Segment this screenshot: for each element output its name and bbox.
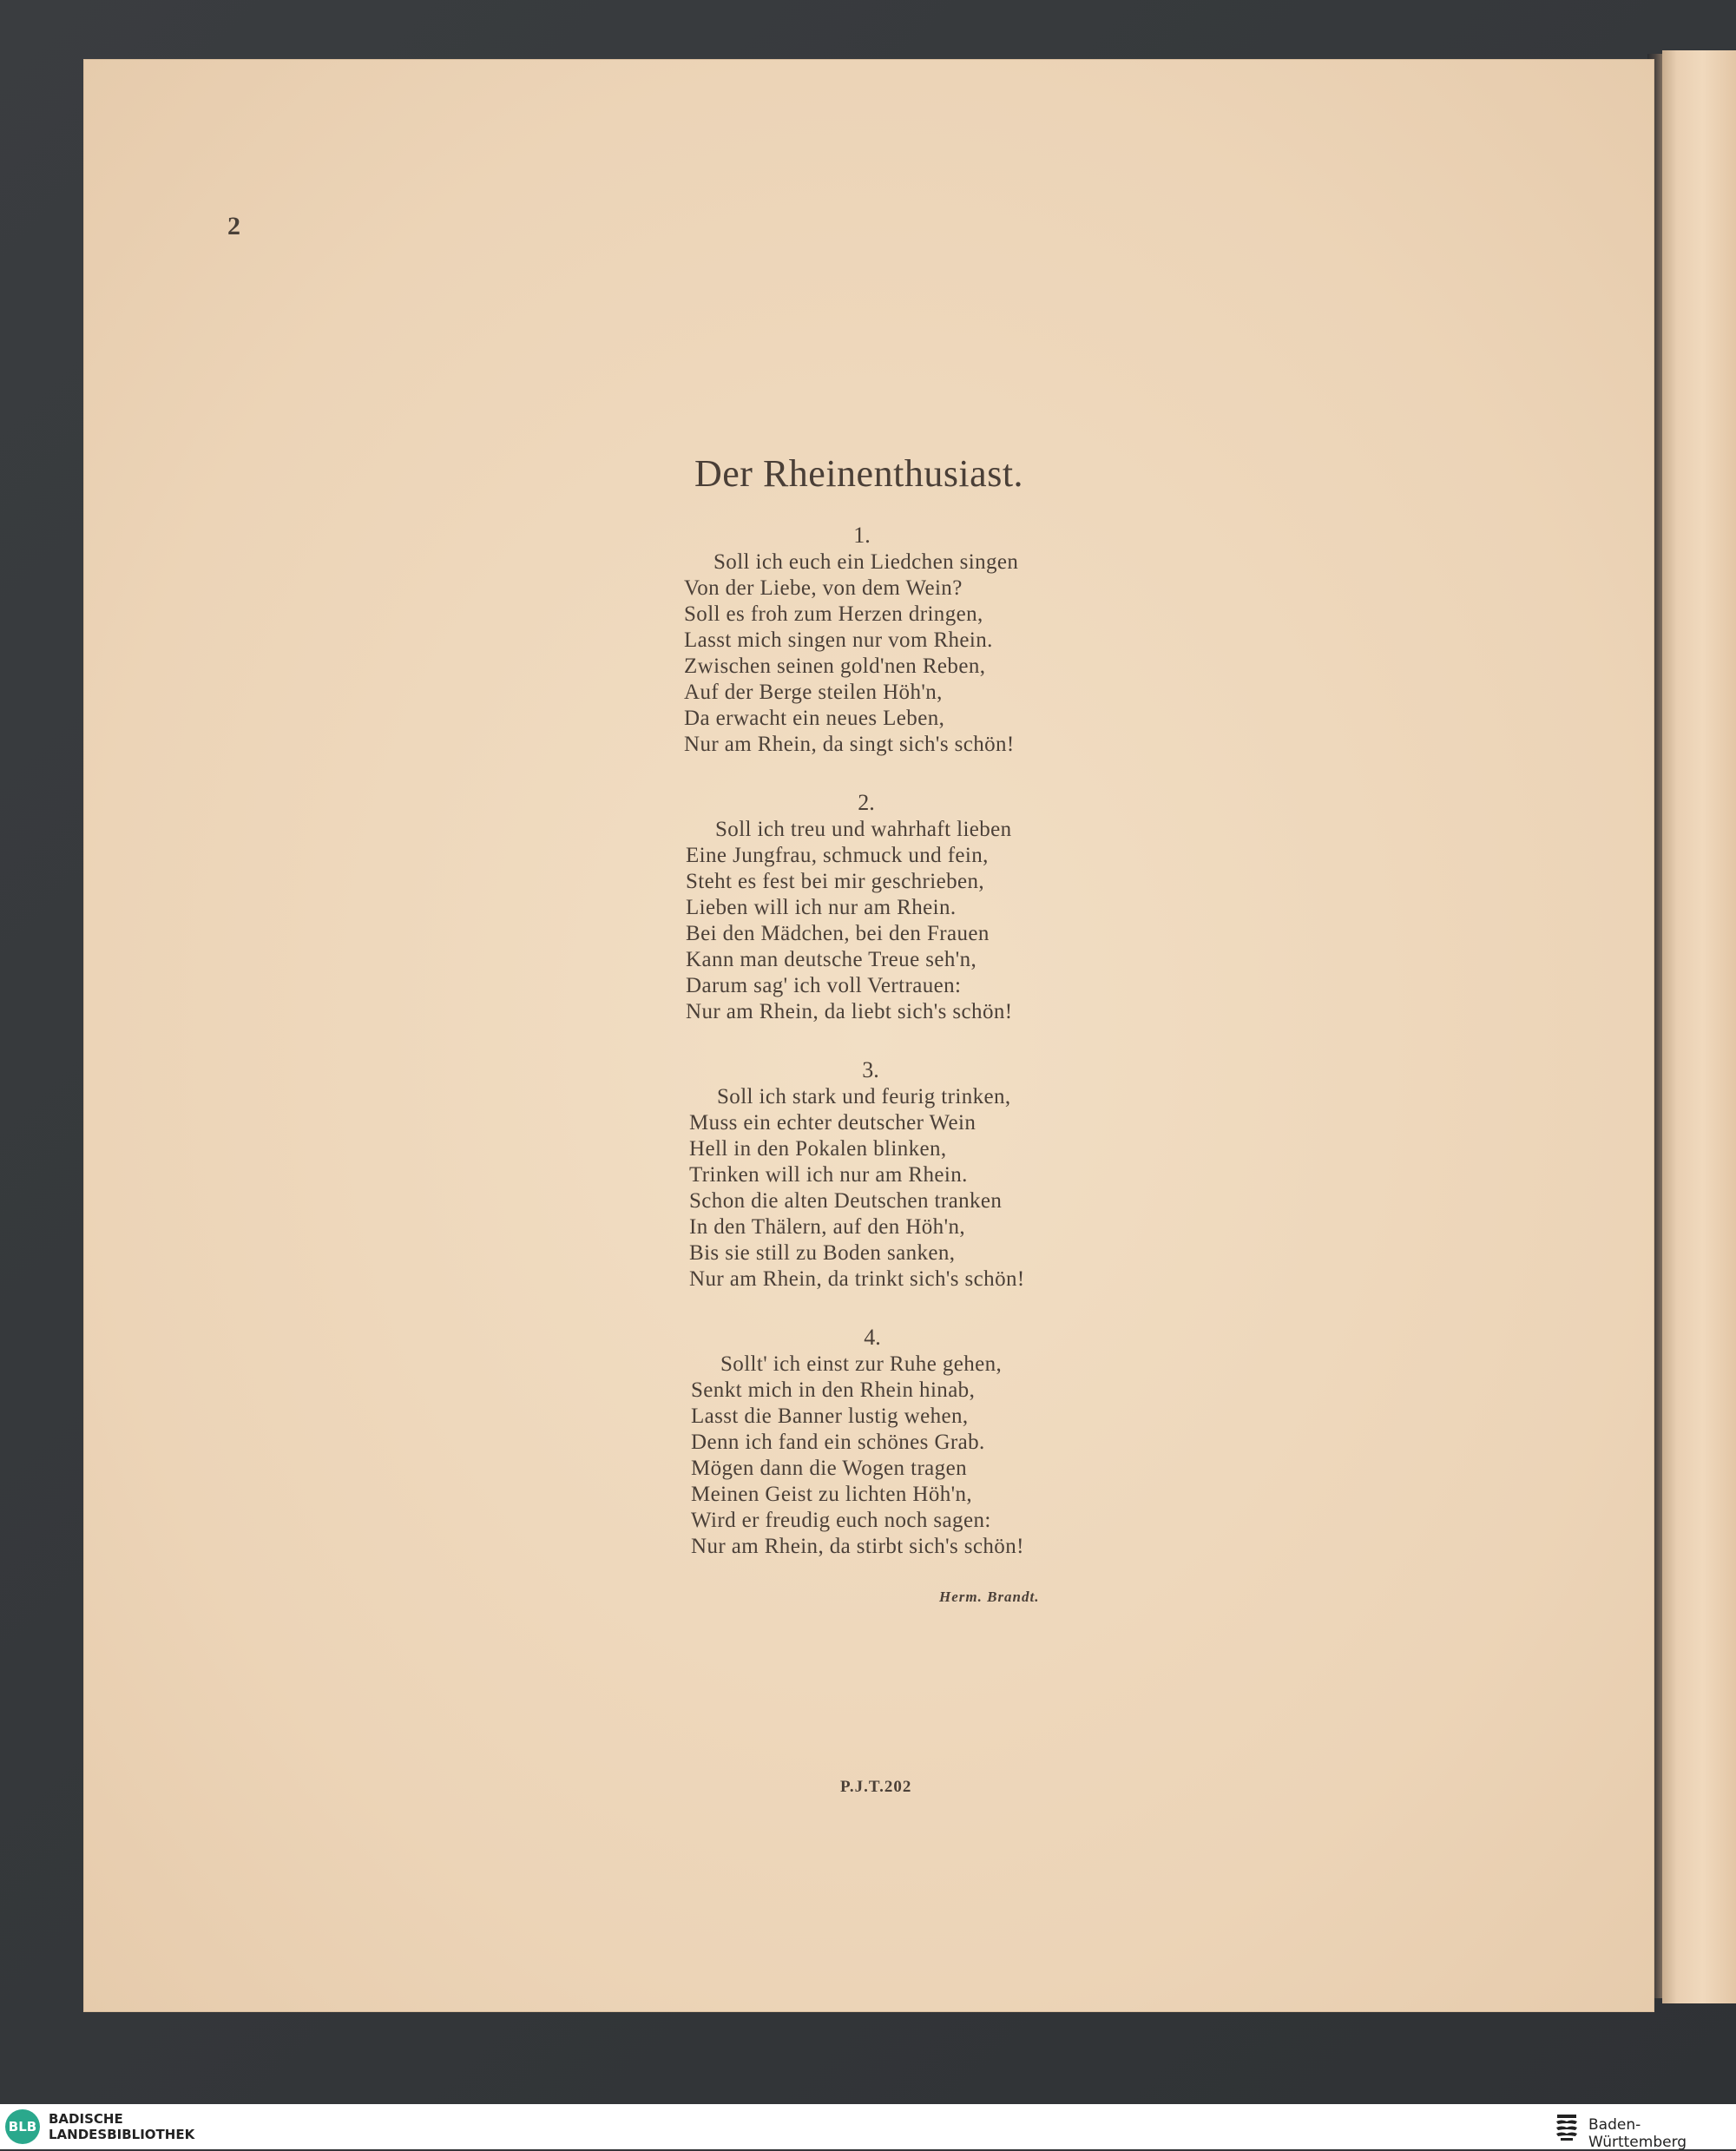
- poem-line: Nur am Rhein, da singt sich's schön!: [684, 733, 1015, 756]
- poem-line: Senkt mich in den Rhein hinab,: [691, 1378, 976, 1402]
- library-name-line2: LANDESBIBLIOTHEK: [49, 2127, 195, 2142]
- poem-line: Bis sie still zu Boden sanken,: [689, 1241, 956, 1265]
- poem-line: Soll ich stark und feurig trinken,: [717, 1085, 1011, 1108]
- poem-line: Eine Jungfrau, schmuck und fein,: [686, 844, 989, 867]
- poem-line: Von der Liebe, von dem Wein?: [684, 576, 963, 600]
- document-page: [83, 59, 1654, 2012]
- state-label[interactable]: Baden-Württemberg: [1588, 2116, 1687, 2151]
- blb-logo-icon[interactable]: BLB: [5, 2109, 40, 2144]
- poem-line: Auf der Berge steilen Höh'n,: [684, 681, 943, 704]
- poem-line: Lasst mich singen nur vom Rhein.: [684, 628, 993, 652]
- poem-line: Steht es fest bei mir geschrieben,: [686, 870, 985, 893]
- next-page-edge: [1662, 50, 1736, 2003]
- poem-line: Denn ich fand ein schönes Grab.: [691, 1431, 985, 1454]
- poem-line: Soll ich treu und wahrhaft lieben: [715, 818, 1012, 841]
- poem-line: Hell in den Pokalen blinken,: [689, 1137, 947, 1161]
- poem-line: Muss ein echter deutscher Wein: [689, 1111, 976, 1135]
- footer-bar: [0, 2104, 1736, 2149]
- stanza-number: 3.: [862, 1057, 879, 1082]
- poem-line: Schon die alten Deutschen tranken: [689, 1189, 1003, 1213]
- author-signature: Herm. Brandt.: [939, 1589, 1040, 1605]
- poem-line: Soll ich euch ein Liedchen singen: [713, 550, 1019, 574]
- page-number: 2: [227, 212, 240, 240]
- poem-line: Darum sag' ich voll Vertrauen:: [686, 974, 962, 997]
- stanza-number: 2.: [858, 790, 875, 815]
- poem-line: In den Thälern, auf den Höh'n,: [689, 1215, 966, 1239]
- library-name-line1: BADISCHE: [49, 2111, 123, 2127]
- poem-line: Zwischen seinen gold'nen Reben,: [684, 655, 986, 678]
- poem-line: Nur am Rhein, da liebt sich's schön!: [686, 1000, 1013, 1023]
- poem-line: Soll es froh zum Herzen dringen,: [684, 602, 983, 626]
- plate-number: P.J.T.202: [840, 1778, 912, 1796]
- poem-line: Lieben will ich nur am Rhein.: [686, 896, 957, 919]
- poem-line: Kann man deutsche Treue seh'n,: [686, 948, 977, 971]
- poem-line: Bei den Mädchen, bei den Frauen: [686, 922, 990, 945]
- poem-line: Nur am Rhein, da stirbt sich's schön!: [691, 1535, 1024, 1558]
- stanza-number: 4.: [864, 1325, 881, 1350]
- poem-line: Nur am Rhein, da trinkt sich's schön!: [689, 1267, 1025, 1291]
- poem-line: Meinen Geist zu lichten Höh'n,: [691, 1483, 973, 1506]
- stanza-number: 1.: [853, 523, 871, 548]
- library-name: [49, 2111, 194, 2142]
- poem-line: Mögen dann die Wogen tragen: [691, 1457, 967, 1480]
- poem-title: Der Rheinenthusiast.: [694, 452, 1024, 495]
- poem-line: Lasst die Banner lustig wehen,: [691, 1404, 969, 1428]
- poem-line: Sollt' ich einst zur Ruhe gehen,: [720, 1352, 1003, 1376]
- poem-line: Trinken will ich nur am Rhein.: [689, 1163, 968, 1187]
- poem-line: Da erwacht ein neues Leben,: [684, 707, 945, 730]
- baden-wuerttemberg-emblem-icon: [1554, 2111, 1580, 2142]
- poem-line: Wird er freudig euch noch sagen:: [691, 1509, 991, 1532]
